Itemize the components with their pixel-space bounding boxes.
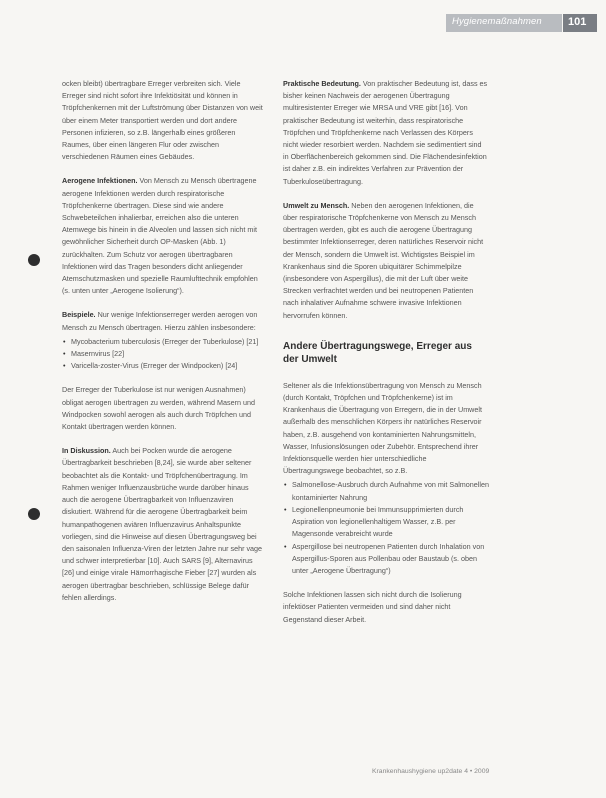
paragraph	[62, 175, 264, 297]
punch-hole-top	[28, 254, 40, 266]
paragraph-text: Auch bei Pocken wurde die aerogene Übertragbarkeit beschrieben [8,24], sie wurde aber seltener beobachtet als die Kontakt- und Tröpfchenübertragung. Im Rahmen weniger Influenzausbrüche wurde darüber hinaus auch die aerogene Übertragbarkeit von Influenzaviren diskutiert. Während für die aerogene Übertragbarkeit beim humanpathogenen aviären Influenzavirus Anhaltspunkte vorliegen, sind die Hinweise auf diesen Übertragungsweg bei den saisonalen Influenza-Viren der letzten Jahre nur sehr vage und schwer interpretierbar [10]. Auch SARS [9], Alternavirus [26] und einige virale Hämorrhagische Fieber [27] wurden als aerogen übertragbar beschrieben, schlüssige Belege dafür fehlen allerdings.	[62, 446, 263, 602]
paragraph: Der Erreger der Tuberkulose ist nur wenigen Ausnahmen) obligat aerogen übertragen zu werden, während Masern und Windpocken sowohl aerogen als auch durch Tröpfchen und Kontakt übertragen werden können.	[62, 385, 255, 432]
paragraph-heading: Beispiele.	[62, 310, 96, 320]
list-item: • Salmonellose-Ausbruch durch Aufnahme von mit Salmonellen kontaminierter Nahrung	[292, 479, 489, 503]
paragraph-heading: Umwelt zu Mensch.	[283, 200, 350, 210]
list-item: • Legionellenpneumonie bei Immunsupprimierten durch Aspiration von legionellenhaltigem Wasser, z.B. per Magensonde verabreicht wurde	[292, 504, 489, 541]
paragraph-text: Nur wenige Infektionserreger werden aerogen von Mensch zu Mensch übertragen. Hierzu zählen insbesondere:	[62, 310, 258, 332]
page-number: 101	[568, 16, 587, 28]
paragraph-text: Von Mensch zu Mensch übertragene aerogene Infektionen werden durch respiratorische Tröpfchenkerne übertragen. Diese sind wie andere Schwebeteilchen inhalierbar, erreichen also die unteren Atemwege bis hinein in die Alveolen und lassen sich nicht mit gewöhnlicher Sicherheit durch OP-Masken (Abb. 1) zurückhalten. Zum Schutz vor aerogen übertragbaren Infektionen wird das Tragen besonders dicht anliegender Atemschutzmasken und spezielle Raumlufttechnik empfohlen (s. unten unter „Aerogene Isolierung“).	[62, 176, 258, 296]
paragraph: Solche Infektionen lassen sich nicht durch die Isolierung infektiöser Patienten vermeiden und sind daher nicht Gegenstand dieser Arbeit.	[283, 590, 462, 624]
paragraph-heading: Aerogene Infektionen.	[62, 176, 138, 186]
running-head: Hygienemaßnahmen	[452, 16, 542, 27]
paragraph-text: Neben den aerogenen Infektionen, die über respiratorische Tröpfchenkerne von Mensch zu Mensch übertragen werden, gibt es auch die aerogene Übertragung bestimmter Infektionserreger, deren natürliches Reservoir nicht der Mensch, sondern die Umwelt ist. Wichtigstes Beispiel im Krankenhaus sind die Sporen ubiquitärer Schimmelpilze (insbesondere von Aspergillus), die mit der Luft über weite Strecken verfrachtet werden und bei neutropenen Patienten nach inhalativer Aufnahme schwere invasive Infektionen hervorrufen können.	[283, 200, 484, 320]
paragraph	[283, 200, 489, 322]
footer: Krankenhaushygiene up2date 4 • 2009	[372, 768, 490, 775]
paragraph: ocken bleibt) übertragbare Erreger verbreiten sich. Viele Erreger sind nicht sofort ihre Infektiösität und können in Tröpfchenkernen mit der Luftströmung über Distanzen von weit über einem Meter transportiert werden und dort andere Personen infizieren, so z.B. längerhalb eines größeren Raumes, über einen längeren Flur oder zwischen verschiedenen Räumen eines Gebäudes.	[62, 79, 263, 162]
list-item: • Masernvirus [22]	[71, 348, 264, 360]
paragraph	[62, 445, 264, 604]
list-item: • Mycobacterium tuberculosis (Erreger der Tuberkulose) [21]	[71, 336, 264, 348]
paragraph-heading: Praktische Bedeutung.	[283, 79, 361, 88]
list-item: • Aspergillose bei neutropenen Patienten durch Inhalation von Aspergillus-Sporen aus Pollenbau oder Baustaub (s. oben unter „Aerogene Übertragung“)	[292, 541, 489, 578]
paragraph	[283, 78, 489, 188]
paragraph	[62, 309, 264, 333]
right-column	[283, 78, 489, 638]
punch-hole-bottom	[28, 508, 40, 520]
paragraph: Seltener als die Infektionsübertragung von Mensch zu Mensch (durch Kontakt, Tröpfchen und Tröpfchenkerne) ist im Krankenhaus die Übertragung von Erregern, die in der Umwelt außerhalb des menschlichen Körpers ihr natürliches Reservoir haben, z.B. ausgehend von kontaminierten Nahrungsmitteln, Wasser, Infusionslösungen oder Zubehör. Entsprechend ihrer Infektionsquelle werden hier unterschiedliche Übertragungswege beobachtet, so z.B.	[283, 380, 482, 476]
left-column	[62, 78, 264, 616]
paragraph-heading: In Diskussion.	[62, 446, 111, 456]
bullet-list	[62, 336, 264, 373]
paragraph-text: Von praktischer Bedeutung ist, dass es bisher keinen Nachweis der aerogenen Übertragung multiresistenter Erreger wie MRSA und VRE gibt [16]. Von praktischer Bedeutung ist weiterhin, dass respiratorische Tröpfchen und Tröpfchenkerne nach Verlassen des Körpers nicht wieder resorbiert werden. Nachdem sie sedimentiert sind in Oberflächenbereich gekommen sind. Die Flächendesinfektion ist daher z.B. ein indirektes Verfahren zur Prävention der Tuberkuloseübertragung.	[283, 79, 488, 186]
bullet-list	[283, 479, 489, 577]
section-heading: Andere Übertragungswege, Erreger aus der Umwelt	[283, 340, 472, 365]
list-item: • Varicella-zoster-Virus (Erreger der Windpocken) [24]	[71, 360, 264, 372]
